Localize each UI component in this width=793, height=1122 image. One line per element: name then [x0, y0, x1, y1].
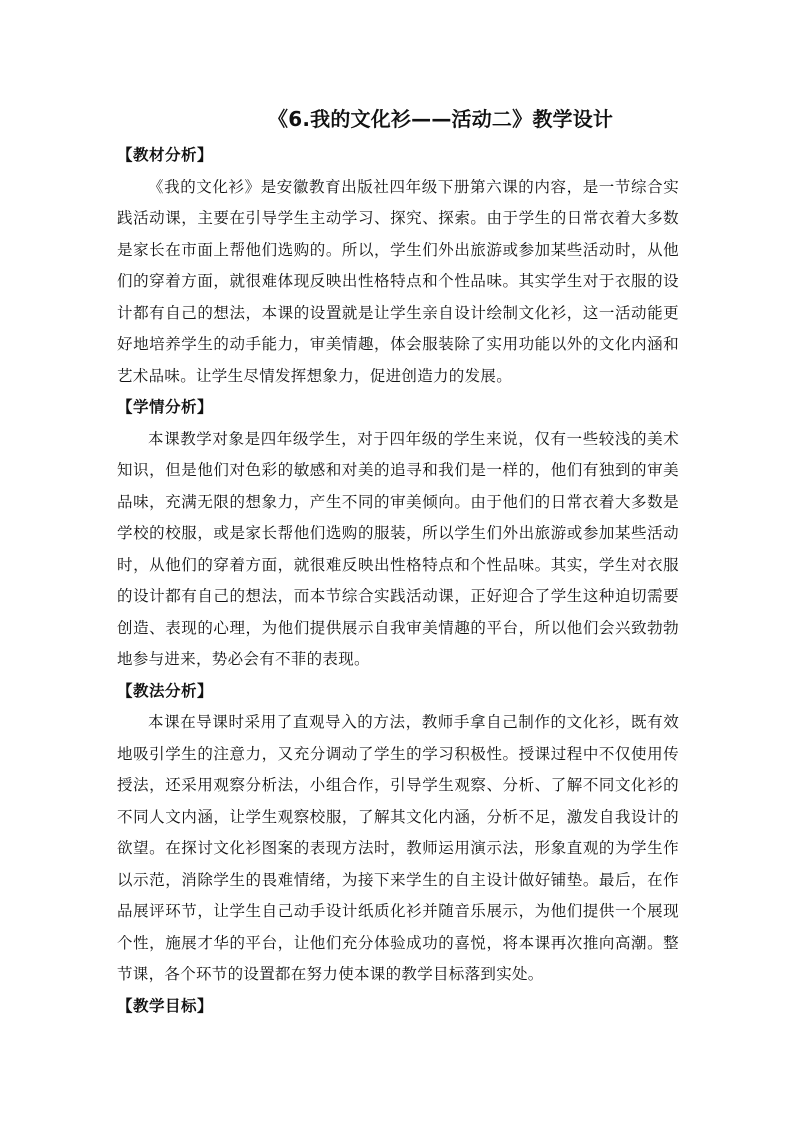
section-heading-teaching-objectives: 【教学目标】 [117, 996, 214, 1015]
section-paragraph-teaching-method-analysis: 本课在导课时采用了直观导入的方法，教师手拿自己制作的文化衫，既有效地吸引学生的注意力，又充分调动了学生的学习积极性。授课过程中不仅使用传授法，还采用观察分析法，小组合作，引导学生观察、分析、了解不同文化衫的不同人文内涵，让学生观察校服，了解其文化内涵，分析不足，激发自我设计的欲望。在探讨文化衫图案的表现方法时，教师运用演示法，形象直观的为学生作以示范，消除学生的畏难情绪，为接下来学生的自主设计做好铺垫。最后，在作品展评环节，让学生自己动手设计纸质化衫并随音乐展示，为他们提供一个展现个性，施展才华的平台，让他们充分体验成功的喜悦，将本课再次推向高潮。整节课，各个环节的设置都在努力使本课的教学目标落到实处。 [117, 713, 679, 983]
document-body [117, 140, 679, 1022]
section-paragraph-textbook-analysis: 《我的文化衫》是安徽教育出版社四年级下册第六课的内容，是一节综合实践活动课，主要在引导学生主动学习、探究、探索。由于学生的日常衣着大多数是家长在市面上帮他们选购的。所以，学生们外出旅游或参加某些活动时，从他们的穿着方面，就很难体现反映出性格特点和个性品味。其实学生对于衣服的设计都有自己的想法，本课的设置就是让学生亲自设计绘制文化衫，这一活动能更好地培养学生的动手能力，审美情趣，体会服装除了实用功能以外的文化内涵和艺术品味。让学生尽情发挥想象力，促进创造力的发展。 [117, 177, 679, 385]
section-paragraph-student-analysis: 本课教学对象是四年级学生，对于四年级的学生来说，仅有一些较浅的美术知识，但是他们对色彩的敏感和对美的追寻和我们是一样的，他们有独到的审美品味，充满无限的想象力，产生不同的审美倾向。由于他们的日常衣着大多数是学校的校服，或是家长帮他们选购的服装，所以学生们外出旅游或参加某些活动时，从他们的穿着方面，就很难反映出性格特点和个性品味。其实，学生对衣服的设计都有自己的想法，而本节综合实践活动课，正好迎合了学生这种迫切需要创造、表现的心理，为他们提供展示自我审美情趣的平台，所以他们会兴致勃勃地参与进来，势必会有不菲的表现。 [117, 429, 679, 668]
section-heading-teaching-method-analysis: 【教法分析】 [117, 681, 214, 700]
document-title: 《6.我的文化衫——活动二》教学设计 [268, 107, 614, 131]
section-heading-textbook-analysis: 【教材分析】 [117, 146, 214, 164]
section-heading-student-analysis: 【学情分析】 [117, 398, 214, 416]
